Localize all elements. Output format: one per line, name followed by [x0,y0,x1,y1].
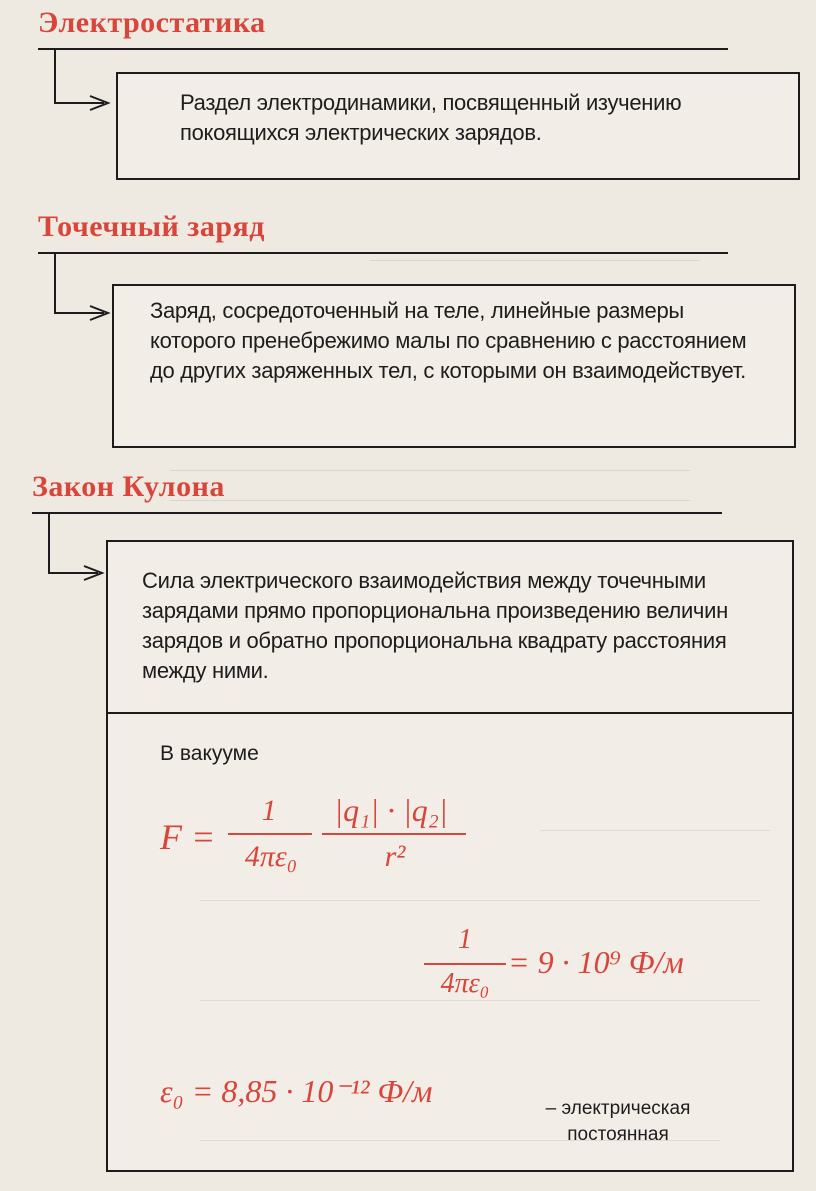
arrow-right-icon [88,94,112,112]
epsilon0-formula: ε₀ = 8,85 · 10⁻¹² Ф/м [160,1073,433,1109]
k-value: = 9 · 10⁹ Ф/м [508,944,684,980]
arrow-right-icon [82,564,106,582]
bg-ghost-line [170,500,690,501]
formula-label-vacuum: В вакууме [160,742,259,765]
bg-ghost-line [170,470,690,471]
term-underline [32,512,722,514]
coef-numerator: 1 [261,794,277,827]
connector-line [54,48,56,104]
term-underline [38,252,728,254]
k-denominator: 4πε₀ [440,968,490,999]
charges-denominator: r² [384,840,406,873]
fraction-bar [228,833,312,835]
charges-numerator: |q₁| · |q₂| [334,792,448,828]
fraction-bar [424,963,506,965]
term-heading-electrostatics: Электростатика [38,6,266,39]
term-underline [38,48,728,50]
coef-denominator: 4πε₀ [244,840,298,873]
bg-ghost-line [370,260,700,261]
arrow-right-icon [88,304,112,322]
epsilon0-note: – электрическая постоянная [545,1098,691,1145]
definition-text: Заряд, сосредоточенный на теле, линейные размеры которого пренебрежимо малы по сравнению с расстоянием до других заряженных тел, с которыми он взаимодействует. [150,298,747,383]
formula-lhs: F = [160,817,216,857]
formula-divider [106,712,794,714]
connector-line [48,512,50,574]
connector-line [54,252,56,314]
definition-text: Раздел электродинамики, посвященный изучению покоящихся электрических зарядов. [180,90,682,145]
definition-text: Сила электрического взаимодействия между точечными зарядами прямо пропорциональна произведению величин зарядов и обратно пропорциональна квадрату расстояния между ними. [142,568,728,683]
k-numerator: 1 [458,924,472,955]
term-heading-point-charge: Точечный заряд [38,210,265,243]
fraction-bar [322,833,466,835]
term-heading-coulomb-law: Закон Кулона [32,470,225,503]
